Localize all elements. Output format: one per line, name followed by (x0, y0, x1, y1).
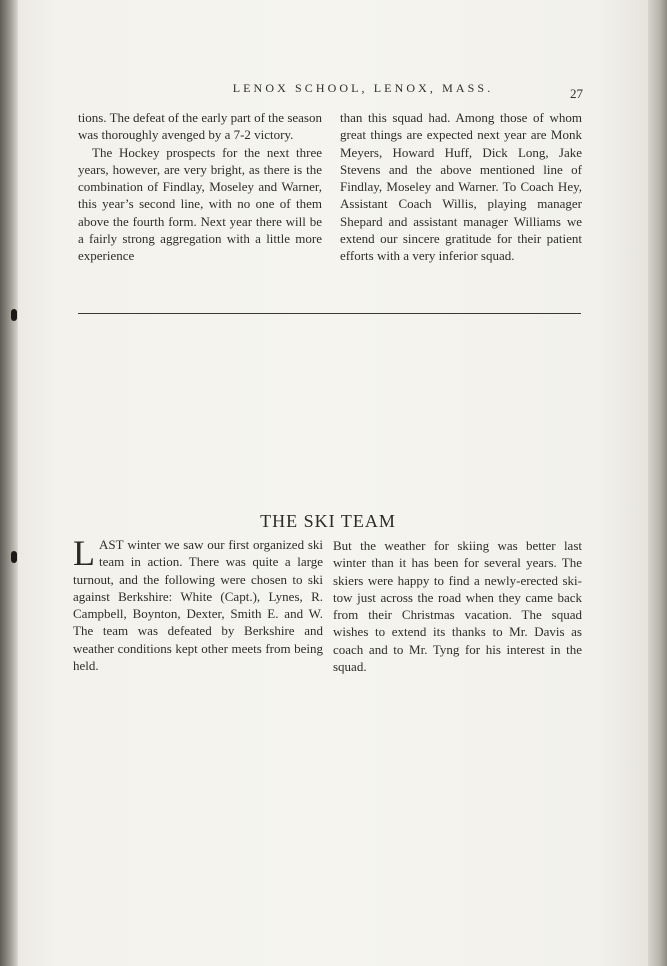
section-divider (78, 313, 581, 314)
drop-cap: L (73, 533, 95, 573)
drop-cap-tail: AST (99, 537, 124, 552)
page-number: 27 (570, 86, 583, 101)
hockey-paragraph-3: than this squad had. Among those of whom great things are expected next year are Monk Meyers, Howard Huff, Dick Long, Jake Stevens and the above mentioned line of Findlay, Moseley and Warner. To Coach Hey, Assistant Coach Willis, playing manager Shepard and assistant manager Williams we extend our sincere gratitude for their patient efforts with a very inferior squad. (340, 110, 582, 264)
hockey-column-left (78, 109, 322, 265)
ski-paragraph-1-text: winter we saw our first organized ski team in action. There was quite a large turnout, and the following were chosen to ski against Berkshire: White (Capt.), Lynes, R. Campbell, Boynton, Dexter, Smith E. and W. The team was defeated by Berkshire and weather conditions kept other meets from being held. (73, 537, 324, 674)
ski-column-left (73, 533, 324, 674)
ski-column-right (333, 537, 582, 675)
binding-shadow (0, 0, 18, 966)
hockey-column-right (340, 109, 582, 265)
ski-paragraph-2: But the weather for skiing was better last winter than it has been for several years. The skiers were happy to find a newly-erected ski-tow just across the road when they came back from their Christmas vacation. The squad wishes to extend its thanks to Mr. Davis as coach and to Mr. Tyng for his interest in the squad. (333, 538, 582, 675)
running-head: LENOX SCHOOL, LENOX, MASS. (232, 81, 494, 95)
hockey-paragraph-1: tions. The defeat of the early part of the season was thoroughly avenged by a 7-2 victory. (78, 110, 322, 143)
book-page (18, 0, 648, 966)
hockey-paragraph-2: The Hockey prospects for the next three years, however, are very bright, as there is the combination of Findlay, Moseley and Warner, this year’s second line, with no one of them above the fourth form. Next year there will be a fairly strong aggregation with a little more experience (78, 144, 322, 264)
page-edge (648, 0, 667, 966)
binding-hole-bottom (11, 551, 17, 563)
binding-hole-top (11, 309, 17, 321)
section-title: THE SKI TEAM (260, 511, 396, 531)
ski-paragraph-1 (73, 533, 324, 674)
